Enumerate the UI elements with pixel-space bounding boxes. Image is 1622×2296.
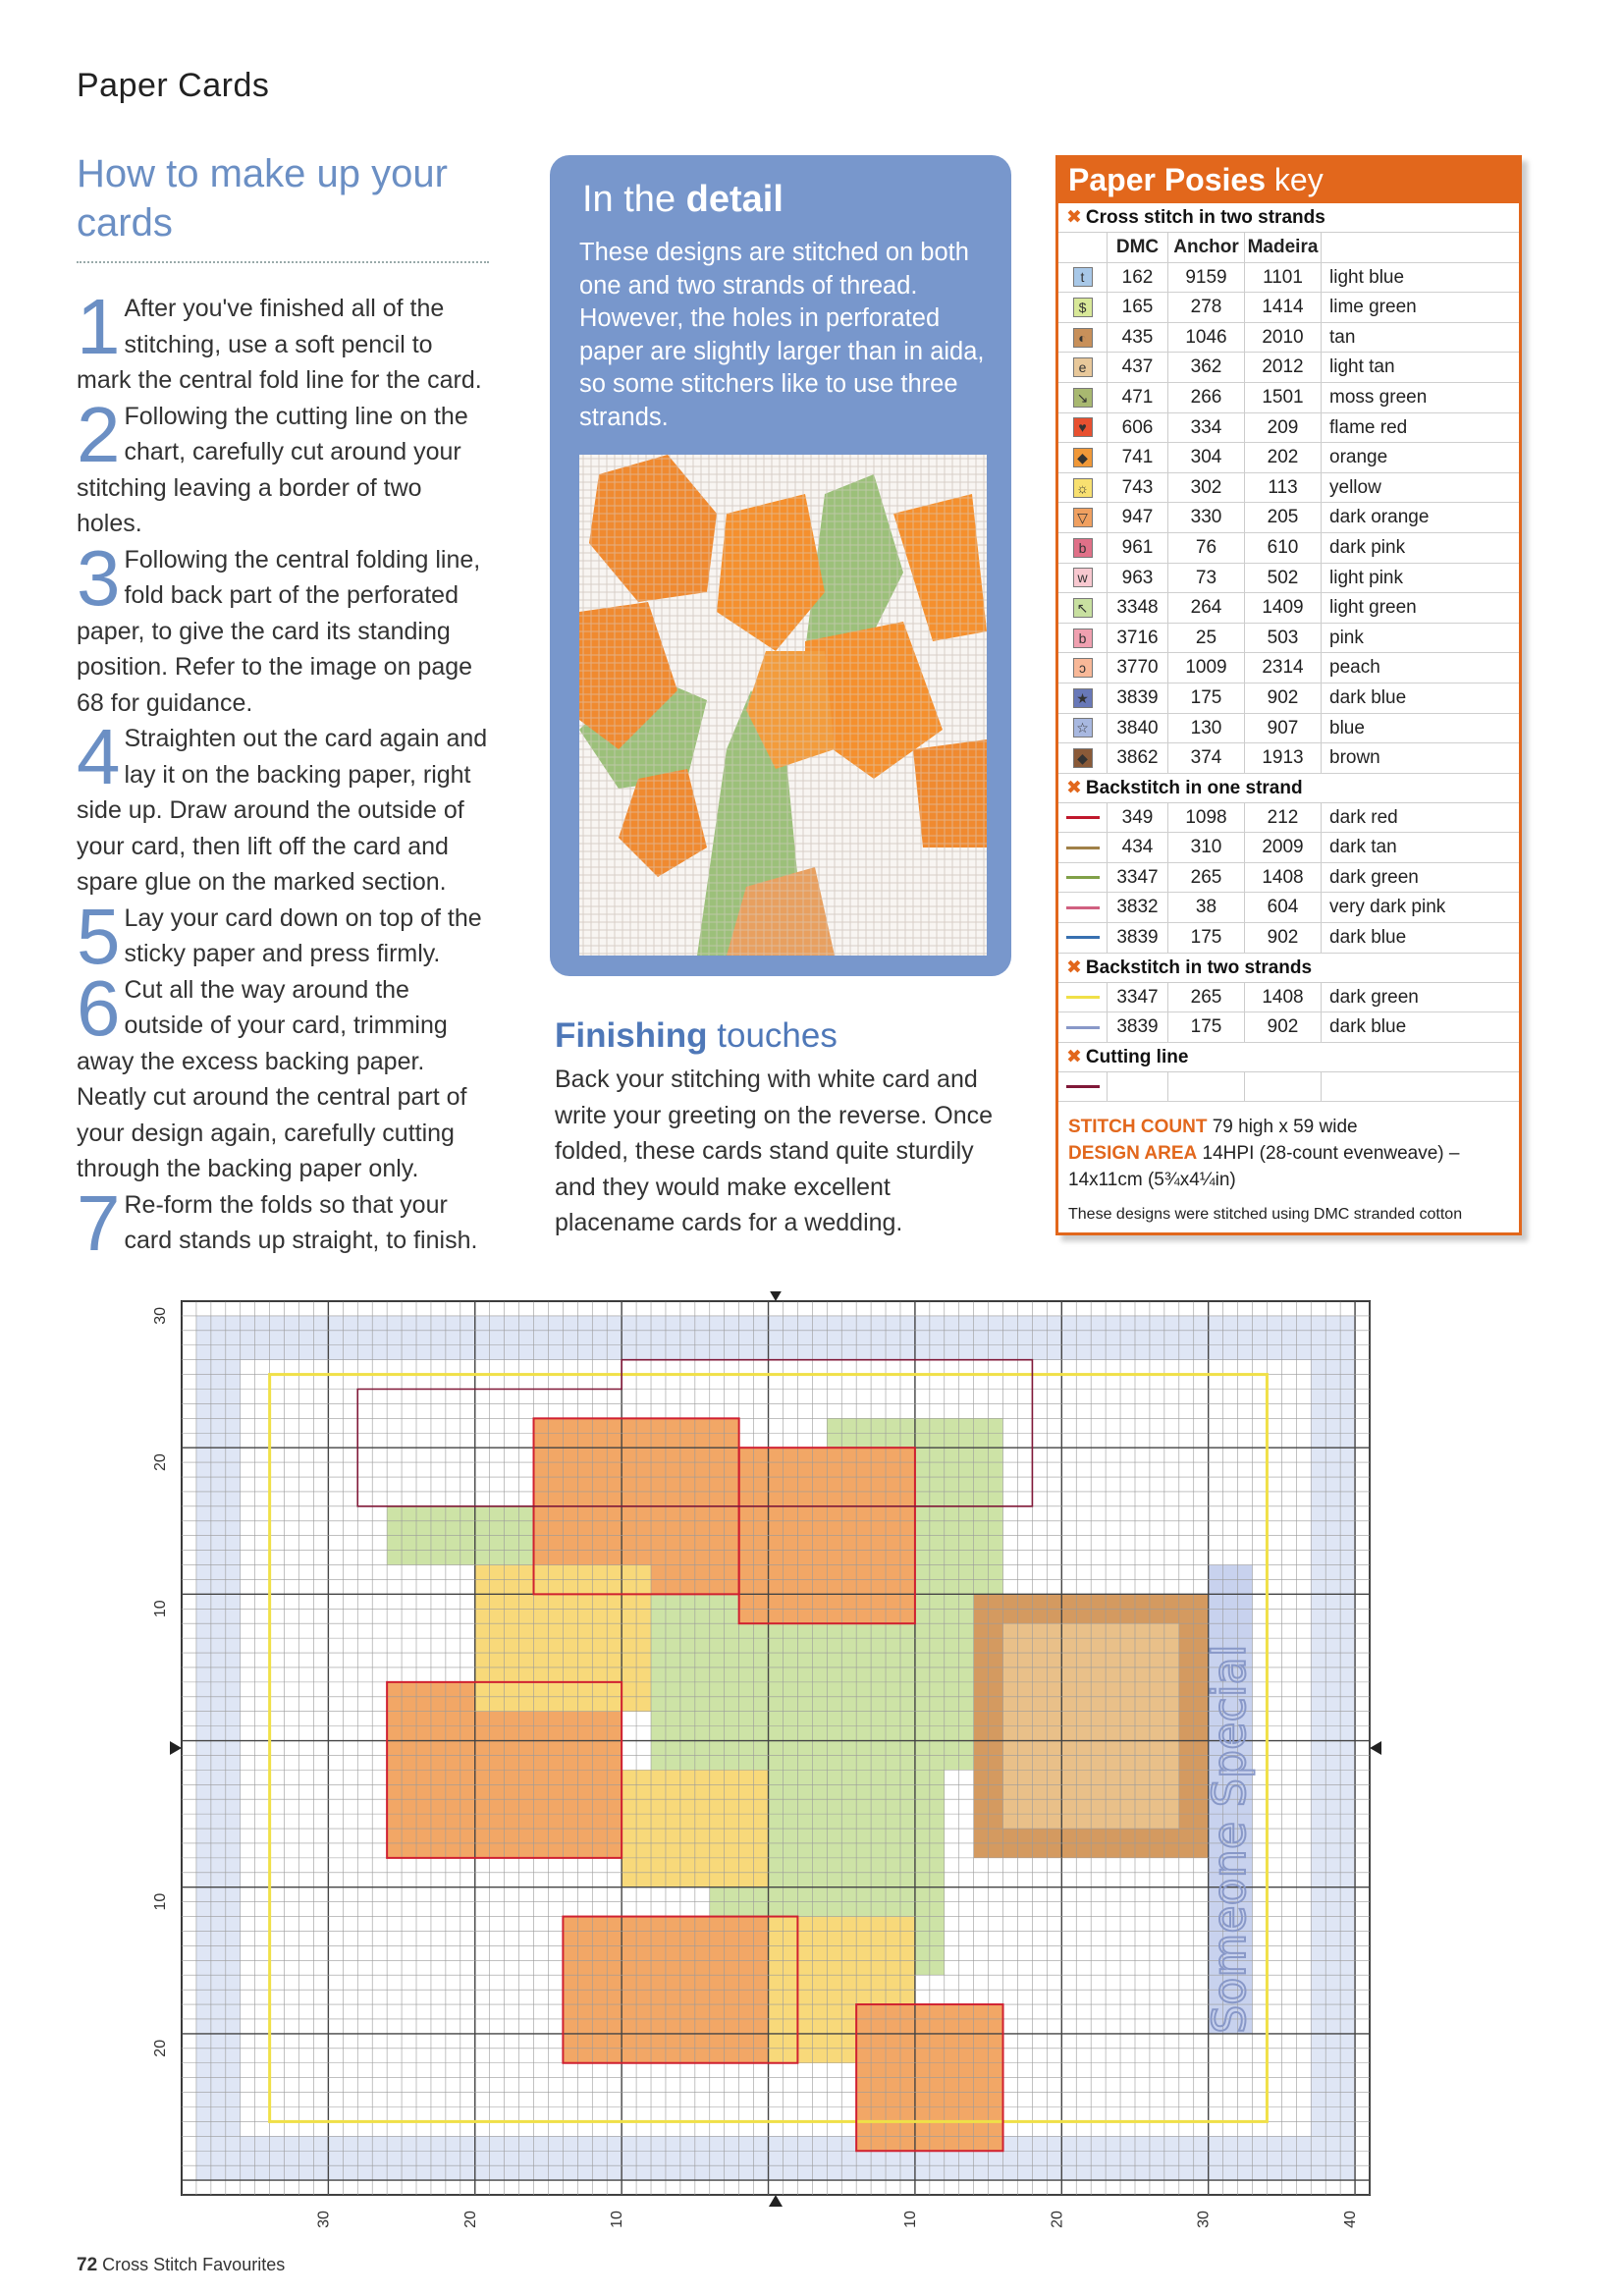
color-name: dark blue [1329,927,1407,949]
line-swatch [1066,847,1100,849]
anchor-value: 38 [1168,893,1245,922]
center-arrow-right [1370,1741,1381,1755]
key-row [1058,443,1519,473]
bottom-axis-label: 20 [1049,2211,1066,2228]
key-row [1058,383,1519,413]
anchor-value: 264 [1168,593,1245,623]
detail-photo [579,455,987,956]
anchor-value: 334 [1168,413,1245,443]
key-section-cut [1058,1043,1519,1072]
cross-stitch-chart [147,1291,1404,2234]
key-title-bold: Paper Posies [1068,162,1266,197]
left-axis-label: 10 [152,1892,169,1911]
key-row [1058,803,1519,834]
color-name: peach [1329,657,1380,679]
back1-rows [1058,803,1519,954]
step-number: 7 [77,1178,121,1267]
finishing-text: Back your stitching with white card and write your greeting on the reverse. Once folded, these cards stand quite sturdily and they would make excellent placename cards for a wedding. [555,1066,994,1236]
dmc-value: 743 [1108,473,1168,503]
cutting-line-row [1058,1072,1519,1103]
stitch-block [196,2136,1355,2180]
step-text: Re-form the folds so that your card stands up straight, to finish. [124,1190,478,1254]
dmc-value: 3839 [1108,683,1168,713]
dmc-value: 606 [1108,413,1168,443]
step-text: Cut all the way around the outside of your card, trimming away the excess backing paper. Neatly cut around the central part of your design again, carefully cutting through the backing paper only. [77,975,467,1182]
design-area-value: 14HPI (28-count evenweave) – 14x11cm (5¾x4¼in) [1068,1143,1460,1191]
finishing-title-light: touches [717,1016,838,1055]
color-name: orange [1329,447,1388,468]
color-name: dark pink [1329,536,1406,558]
header-madeira: Madeira [1245,233,1322,262]
madeira-value: 610 [1245,533,1322,563]
stitch-block [196,1316,1355,1360]
madeira-value: 2314 [1245,653,1322,683]
step-item [77,1178,489,1267]
anchor-value: 1009 [1168,653,1245,683]
key-section-back1-label: Backstitch in one strand [1085,777,1303,798]
center-arrow-top [769,1291,783,1301]
step-text: Lay your card down on top of the sticky paper and press firmly. [124,903,482,967]
symbol-swatch: ☼ [1073,478,1093,498]
key-row [1058,533,1519,564]
detail-text: These designs are stitched on both one and two strands of thread. However, the holes in perforated paper are slightly larger than in aida, so some stitchers like to use three strands. [579,239,985,431]
step-number: 3 [77,533,121,622]
key-row [1058,473,1519,504]
dmc-value: 434 [1108,833,1168,862]
dmc-value: 3347 [1108,863,1168,893]
step-item [77,390,489,542]
madeira-value: 205 [1245,503,1322,532]
line-swatch [1066,816,1100,819]
key-row [1058,624,1519,654]
line-swatch [1066,996,1100,999]
center-arrow-left [170,1741,182,1755]
key-row [1058,923,1519,954]
symbol-swatch: ◐ [1073,328,1093,348]
howto-column [77,149,489,1267]
madeira-value: 209 [1245,413,1322,443]
symbol-swatch: ↖ [1073,598,1093,618]
dmc-value: 3839 [1108,923,1168,953]
bottom-axis-label: 30 [1195,2211,1213,2228]
symbol-swatch: ɔ [1073,658,1093,678]
symbol-swatch: w [1073,568,1093,587]
key-section-cut-label: Cutting line [1085,1046,1189,1067]
line-swatch [1066,906,1100,909]
key-row [1058,564,1519,594]
anchor-value: 175 [1168,923,1245,953]
step-item [77,963,489,1187]
key-section-cross [1058,203,1519,233]
color-name: moss green [1329,386,1428,408]
header-dmc: DMC [1108,233,1168,262]
symbol-swatch: e [1073,357,1093,377]
symbol-swatch: b [1073,538,1093,558]
anchor-value: 304 [1168,443,1245,472]
step-item [77,713,489,901]
key-row [1058,893,1519,923]
color-name: yellow [1329,476,1381,498]
key-row [1058,593,1519,624]
design-area [1068,1140,1509,1193]
symbol-swatch: ◆ [1073,448,1093,467]
line-swatch [1066,936,1100,939]
dmc-value: 741 [1108,443,1168,472]
step-number: 2 [77,390,121,478]
dmc-value: 3840 [1108,714,1168,743]
center-arrow-bottom [769,2195,783,2207]
steps-list [77,283,489,1267]
anchor-value: 175 [1168,683,1245,713]
anchor-value: 330 [1168,503,1245,532]
step-text: Following the cutting line on the chart, carefully cut around your stitching leaving a border of two holes. [77,402,468,537]
anchor-value: 1046 [1168,323,1245,353]
madeira-value: 212 [1245,803,1322,833]
color-name: dark blue [1329,1016,1407,1038]
madeira-value: 1408 [1245,983,1322,1012]
color-name: light green [1329,597,1417,619]
color-name: dark red [1329,806,1398,828]
tulip-photo-image [579,455,987,956]
anchor-value: 25 [1168,624,1245,653]
step-number: 4 [77,713,121,800]
chart-lettering: Someone Special [1203,1644,1257,2034]
anchor-value: 175 [1168,1012,1245,1042]
stitch-block [196,1316,241,2180]
madeira-value: 2009 [1245,833,1322,862]
anchor-value: 265 [1168,983,1245,1012]
detail-panel [550,155,1011,976]
dmc-value: 947 [1108,503,1168,532]
dmc-value: 3716 [1108,624,1168,653]
page-number: 72 [77,2255,98,2275]
dmc-value: 3832 [1108,893,1168,922]
dmc-value: 3770 [1108,653,1168,683]
key-row [1058,323,1519,354]
madeira-value: 1408 [1245,863,1322,893]
key-section-cross-label: Cross stitch in two strands [1085,207,1325,228]
stitch-block [1311,1316,1355,2180]
symbol-swatch: ♥ [1073,417,1093,437]
step-text: After you've finished all of the stitching, use a soft pencil to mark the central fold line for the card. [77,295,482,394]
key-row [1058,983,1519,1013]
dmc-value: 3347 [1108,983,1168,1012]
dmc-value: 471 [1108,383,1168,412]
dmc-value: 961 [1108,533,1168,563]
key-row [1058,683,1519,714]
bottom-axis-label: 40 [1342,2211,1360,2228]
detail-title-light: In the [582,179,676,220]
anchor-value: 362 [1168,353,1245,382]
section-header: Paper Cards [77,67,270,104]
design-area-label: DESIGN AREA [1068,1143,1198,1165]
page-footer [77,2255,285,2276]
anchor-value: 76 [1168,533,1245,563]
key-section-back2 [1058,954,1519,983]
anchor-value: 278 [1168,293,1245,322]
color-name: dark green [1329,986,1419,1008]
left-axis-label: 30 [152,1307,169,1325]
color-name: very dark pink [1329,897,1446,918]
bottom-axis-label: 30 [315,2211,333,2228]
bottom-axis-label: 10 [609,2211,626,2228]
key-row [1058,413,1519,444]
step-text: Straighten out the card again and lay it on the backing paper, right side up. Draw around the outside of your card, then lift off the card and spare glue on the marked section. [77,725,488,896]
madeira-value: 113 [1245,473,1322,503]
madeira-value: 2012 [1245,353,1322,382]
dmc-value: 162 [1108,263,1168,293]
dmc-value: 165 [1108,293,1168,322]
madeira-value: 2010 [1245,323,1322,353]
bottom-axis-label: 20 [461,2211,479,2228]
symbol-swatch: ▽ [1073,508,1093,527]
dmc-value: 435 [1108,323,1168,353]
color-name: light pink [1329,567,1403,588]
left-axis-label: 20 [152,1453,169,1471]
cross-icon: ✖ [1066,1046,1082,1067]
step-number: 5 [77,892,121,980]
line-swatch [1066,876,1100,879]
color-name: dark orange [1329,507,1430,528]
key-row [1058,263,1519,294]
anchor-value: 265 [1168,863,1245,893]
back2-rows [1058,983,1519,1043]
madeira-value: 1409 [1245,593,1322,623]
dmc-value: 3348 [1108,593,1168,623]
color-name: pink [1329,627,1364,648]
symbol-swatch: b [1073,629,1093,648]
stitch-count-label: STITCH COUNT [1068,1117,1208,1138]
step-number: 6 [77,963,121,1052]
madeira-value: 202 [1245,443,1322,472]
symbol-swatch: $ [1073,298,1093,317]
anchor-value: 9159 [1168,263,1245,293]
symbol-swatch: ☆ [1073,718,1093,738]
left-axis-label: 10 [152,1600,169,1618]
madeira-value: 902 [1245,683,1322,713]
color-name: brown [1329,747,1380,769]
cross-icon: ✖ [1066,957,1082,978]
cutting-line-swatch [1066,1085,1100,1088]
dmc-value: 963 [1108,564,1168,593]
key-row [1058,863,1519,894]
cross-rows [1058,263,1519,774]
thread-key [1055,155,1522,1235]
color-name: tan [1329,326,1356,348]
madeira-value: 502 [1245,564,1322,593]
finishing-section [555,1016,1016,1241]
dmc-value: 349 [1108,803,1168,833]
madeira-value: 1501 [1245,383,1322,412]
anchor-value: 73 [1168,564,1245,593]
key-row [1058,503,1519,533]
chart-grid [147,1291,1404,2234]
anchor-value: 310 [1168,833,1245,862]
step-text: Following the central folding line, fold back part of the perforated paper, to give the card its standing position. Refer to the image on page 68 for guidance. [77,545,481,717]
dmc-value: 3839 [1108,1012,1168,1042]
madeira-value: 1101 [1245,263,1322,293]
step-number: 1 [77,283,121,370]
anchor-value: 1098 [1168,803,1245,833]
detail-title [550,155,1011,221]
madeira-value: 1414 [1245,293,1322,322]
madeira-value: 902 [1245,923,1322,953]
key-note: These designs were stitched using DMC stranded cotton [1068,1206,1463,1224]
anchor-value: 266 [1168,383,1245,412]
key-row [1058,353,1519,383]
symbol-swatch: t [1073,267,1093,287]
key-row [1058,1012,1519,1043]
publication-name: Cross Stitch Favourites [102,2255,286,2274]
dmc-value: 437 [1108,353,1168,382]
left-axis-label: 20 [152,2039,169,2057]
cross-icon: ✖ [1066,207,1082,228]
color-name: dark green [1329,866,1419,888]
madeira-value: 1913 [1245,743,1322,773]
key-header-row [1058,233,1519,263]
key-row [1058,714,1519,744]
finishing-title-bold: Finishing [555,1016,708,1055]
key-section-back1 [1058,774,1519,803]
color-name: light tan [1329,356,1395,378]
header-anchor: Anchor [1168,233,1245,262]
line-swatch [1066,1026,1100,1029]
anchor-value: 130 [1168,714,1245,743]
key-row [1058,293,1519,323]
color-name: lime green [1329,297,1417,318]
cross-icon: ✖ [1066,777,1082,798]
color-name: light blue [1329,266,1405,288]
symbol-swatch: ★ [1073,688,1093,708]
symbol-swatch: ↘ [1073,388,1093,408]
step-item [77,283,489,399]
detail-title-bold: detail [685,179,784,220]
stitch-count [1068,1114,1509,1140]
color-name: dark tan [1329,837,1397,858]
key-row [1058,653,1519,683]
madeira-value: 907 [1245,714,1322,743]
bottom-axis-label: 10 [901,2211,919,2228]
anchor-value: 374 [1168,743,1245,773]
key-row [1058,743,1519,774]
dmc-value: 3862 [1108,743,1168,773]
key-row [1058,833,1519,863]
step-item [77,533,489,722]
symbol-swatch: ◆ [1073,748,1093,768]
madeira-value: 604 [1245,893,1322,922]
key-section-back2-label: Backstitch in two strands [1085,957,1313,978]
color-name: dark blue [1329,686,1407,708]
madeira-value: 902 [1245,1012,1322,1042]
key-footer [1058,1102,1519,1228]
finishing-title [555,1016,1016,1056]
howto-title: How to make up your cards [77,149,489,263]
step-item [77,892,489,980]
anchor-value: 302 [1168,473,1245,503]
color-name: flame red [1329,416,1408,438]
key-title [1058,158,1519,203]
madeira-value: 503 [1245,624,1322,653]
color-name: blue [1329,717,1365,738]
stitch-count-value: 79 high x 59 wide [1212,1117,1358,1138]
key-title-light: key [1273,162,1324,197]
